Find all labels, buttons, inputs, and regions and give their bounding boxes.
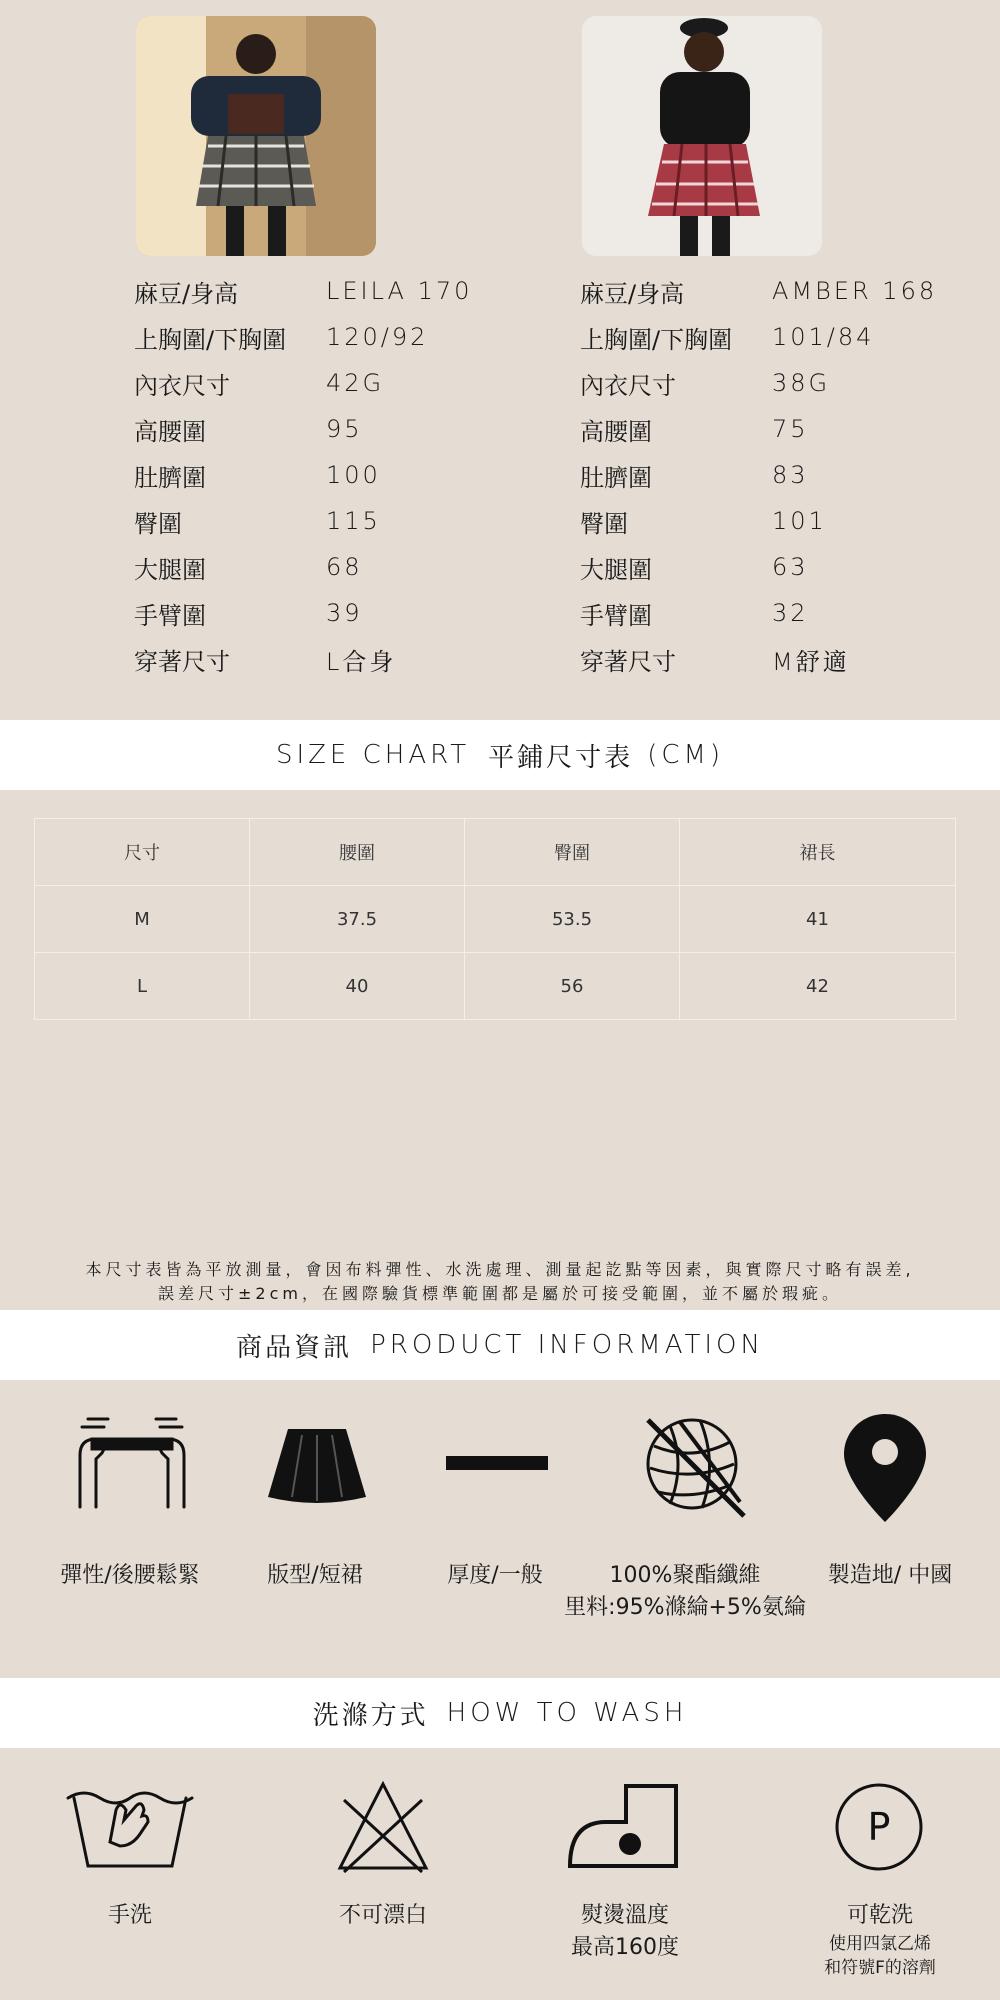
measure-value: 75 bbox=[772, 415, 809, 443]
size-chart-note-line: 誤差尺寸±2cm，在國際驗貨標準範圍都是屬於可接受範圍，並不屬於瑕疵。 bbox=[158, 1284, 842, 1303]
measure-label: 內衣尺寸 bbox=[580, 371, 676, 400]
measure-row bbox=[580, 452, 1000, 498]
table-cell: 37.5 bbox=[250, 886, 465, 953]
caption-text: 和符號F的溶劑 bbox=[824, 1958, 936, 1978]
thickness-icon bbox=[446, 1455, 548, 1474]
wash-caption-iron bbox=[525, 1900, 725, 1964]
measure-value: 120/92 bbox=[326, 323, 429, 351]
model-measurements-leila bbox=[134, 268, 554, 682]
caption-text: 里料:95%滌綸+5%氨綸 bbox=[564, 1595, 806, 1620]
table-row bbox=[35, 953, 956, 1020]
measure-row bbox=[580, 360, 1000, 406]
measure-row bbox=[580, 544, 1000, 590]
measure-value: 38G bbox=[772, 369, 831, 397]
yarn-icon bbox=[640, 1412, 750, 1526]
product-caption-stretch bbox=[30, 1560, 230, 1592]
measure-value: M舒適 bbox=[772, 647, 850, 676]
measure-value: 32 bbox=[772, 599, 809, 627]
wash-caption-hand-wash bbox=[30, 1900, 230, 1932]
measure-row bbox=[134, 636, 554, 682]
measure-value: AMBER 168 bbox=[772, 277, 938, 305]
table-cell: 56 bbox=[465, 953, 680, 1020]
caption-text: 熨燙溫度 bbox=[580, 1903, 669, 1928]
measure-value: 115 bbox=[326, 507, 381, 535]
measure-label: 肚臍圍 bbox=[580, 463, 652, 492]
product-caption-origin bbox=[790, 1560, 990, 1592]
measure-label: 臀圍 bbox=[134, 509, 182, 538]
product-caption-skirt bbox=[220, 1560, 410, 1592]
product-info-title-zh: 商品資訊 bbox=[236, 1332, 353, 1363]
measure-value: 101 bbox=[772, 507, 827, 535]
measure-label: 大腿圍 bbox=[580, 555, 652, 584]
size-chart-note-line: 本尺寸表皆為平放測量，會因布料彈性、水洗處理、測量起訖點等因素，與實際尺寸略有誤差, bbox=[85, 1260, 915, 1279]
hand-wash-icon bbox=[66, 1780, 194, 1874]
measure-row bbox=[134, 268, 554, 314]
measure-value: 101/84 bbox=[772, 323, 875, 351]
measure-row bbox=[580, 314, 1000, 360]
size-chart-title-zh: 平鋪尺寸表 bbox=[488, 742, 634, 773]
measure-label: 高腰圍 bbox=[134, 417, 206, 446]
measure-label: 上胸圍/下胸圍 bbox=[134, 325, 287, 354]
measure-value: 39 bbox=[326, 599, 363, 627]
wash-caption-dry-clean bbox=[780, 1900, 980, 1980]
measure-row bbox=[580, 406, 1000, 452]
table-row bbox=[35, 886, 956, 953]
caption-text: 製造地/ 中國 bbox=[827, 1563, 953, 1588]
size-chart-title-en: SIZE CHART bbox=[275, 740, 471, 770]
measure-label: 穿著尺寸 bbox=[134, 647, 230, 676]
caption-text: 彈性/後腰鬆緊 bbox=[60, 1563, 200, 1588]
measure-row bbox=[134, 406, 554, 452]
measure-label: 肚臍圍 bbox=[134, 463, 206, 492]
table-cell: 42 bbox=[680, 953, 956, 1020]
measure-value: 83 bbox=[772, 461, 809, 489]
measure-row bbox=[134, 544, 554, 590]
measure-value: 63 bbox=[772, 553, 809, 581]
measure-label: 穿著尺寸 bbox=[580, 647, 676, 676]
dry-clean-p-icon bbox=[832, 1780, 926, 1878]
measure-row bbox=[580, 636, 1000, 682]
table-cell: L bbox=[35, 953, 250, 1020]
table-header-row bbox=[35, 819, 956, 886]
size-chart-unit: (CM) bbox=[647, 740, 725, 770]
caption-text: 厚度/一般 bbox=[447, 1563, 543, 1588]
measure-label: 上胸圍/下胸圍 bbox=[580, 325, 733, 354]
dry-clean-symbol: P bbox=[867, 1805, 891, 1849]
caption-text: 最高160度 bbox=[571, 1935, 679, 1960]
measure-value: 68 bbox=[326, 553, 363, 581]
measure-row bbox=[580, 498, 1000, 544]
table-header-cell: 臀圍 bbox=[465, 819, 680, 886]
wash-caption-no-bleach bbox=[283, 1900, 483, 1932]
measure-label: 內衣尺寸 bbox=[134, 371, 230, 400]
measure-value: 100 bbox=[326, 461, 381, 489]
how-to-wash-heading bbox=[0, 1678, 1000, 1748]
measure-row bbox=[134, 360, 554, 406]
table-cell: 53.5 bbox=[465, 886, 680, 953]
stretch-icon bbox=[70, 1415, 194, 1519]
size-chart-table bbox=[34, 818, 956, 1020]
caption-text: 不可漂白 bbox=[338, 1903, 427, 1928]
iron-icon bbox=[566, 1782, 680, 1876]
wash-title-zh: 洗滌方式 bbox=[312, 1700, 429, 1731]
table-cell: 41 bbox=[680, 886, 956, 953]
caption-text: 手洗 bbox=[107, 1903, 152, 1928]
location-pin-icon bbox=[842, 1412, 928, 1528]
product-info-title-en: PRODUCT INFORMATION bbox=[370, 1330, 764, 1360]
measure-row bbox=[134, 314, 554, 360]
table-header-cell: 裙長 bbox=[680, 819, 956, 886]
table-header-cell: 尺寸 bbox=[35, 819, 250, 886]
size-chart-heading bbox=[0, 720, 1000, 790]
measure-row bbox=[580, 268, 1000, 314]
product-info-heading bbox=[0, 1310, 1000, 1380]
measure-row bbox=[580, 590, 1000, 636]
table-header-cell: 腰圍 bbox=[250, 819, 465, 886]
measure-value: L合身 bbox=[326, 647, 397, 676]
measure-value: LEILA 170 bbox=[326, 277, 473, 305]
measure-label: 麻豆/身高 bbox=[134, 279, 239, 308]
caption-text: 100%聚酯纖維 bbox=[609, 1563, 761, 1588]
no-bleach-icon bbox=[336, 1780, 430, 1878]
measure-label: 麻豆/身高 bbox=[580, 279, 685, 308]
caption-text: 版型/短裙 bbox=[267, 1563, 363, 1588]
measure-label: 臀圍 bbox=[580, 509, 628, 538]
measure-label: 大腿圍 bbox=[134, 555, 206, 584]
measure-value: 42G bbox=[326, 369, 385, 397]
wash-title-en: HOW TO WASH bbox=[446, 1698, 688, 1728]
measure-row bbox=[134, 452, 554, 498]
caption-text: 使用四氯乙烯 bbox=[829, 1934, 931, 1954]
measure-value: 95 bbox=[326, 415, 363, 443]
measure-label: 高腰圍 bbox=[580, 417, 652, 446]
model-photo-leila bbox=[136, 16, 376, 256]
size-chart-note bbox=[0, 1258, 1000, 1306]
measure-label: 手臂圍 bbox=[580, 601, 652, 630]
model-measurements-amber bbox=[580, 268, 1000, 682]
model-photo-amber bbox=[582, 16, 822, 256]
table-cell: 40 bbox=[250, 953, 465, 1020]
caption-text: 可乾洗 bbox=[846, 1903, 913, 1928]
measure-row bbox=[134, 498, 554, 544]
measure-label: 手臂圍 bbox=[134, 601, 206, 630]
product-caption-material bbox=[560, 1560, 810, 1624]
table-cell: M bbox=[35, 886, 250, 953]
measure-row bbox=[134, 590, 554, 636]
skirt-icon bbox=[262, 1425, 372, 1511]
